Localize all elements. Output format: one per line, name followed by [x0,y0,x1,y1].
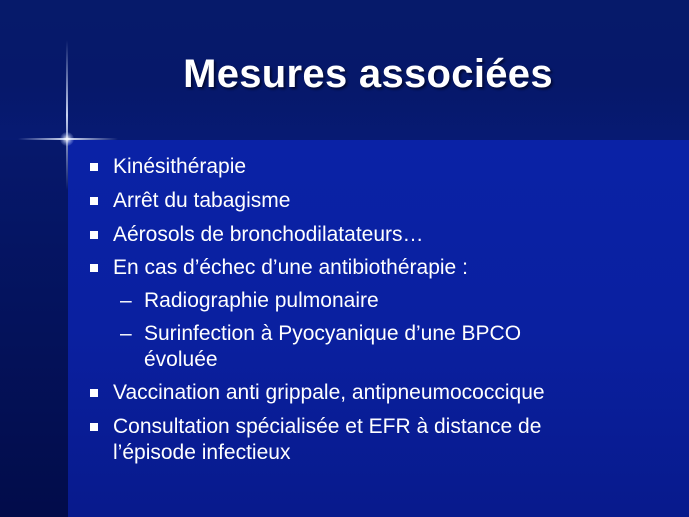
dash-bullet-icon: – [120,322,132,345]
sub-item-2-line-1: Surinfection à Pyocyanique d’une BPCO [144,322,522,345]
bullet-item-2: Arrêt du tabagisme [113,189,291,212]
square-bullet-icon [90,264,98,272]
lens-flare-star-icon [60,132,74,146]
bullet-item-1: Kinésithérapie [113,155,247,178]
left-band [0,140,68,517]
bullet-item-5: Vaccination anti grippale, antipneumococcique [113,381,545,404]
sub-item-2-line-2: évoluée [144,348,218,371]
square-bullet-icon [90,163,98,171]
square-bullet-icon [90,197,98,205]
sub-item-1: Radiographie pulmonaire [144,289,379,312]
bullet-item-6-line-1: Consultation spécialisée et EFR à distance de [113,415,542,438]
dash-bullet-icon: – [120,289,132,312]
bullet-item-4: En cas d’échec d’une antibiothérapie : [113,256,468,279]
bullet-item-3: Aérosols de bronchodilatateurs… [113,223,424,246]
square-bullet-icon [90,231,98,239]
square-bullet-icon [90,389,98,397]
slide-title: Mesures associées [183,52,553,96]
bullet-item-6-line-2: l’épisode infectieux [113,441,291,464]
square-bullet-icon [90,423,98,431]
